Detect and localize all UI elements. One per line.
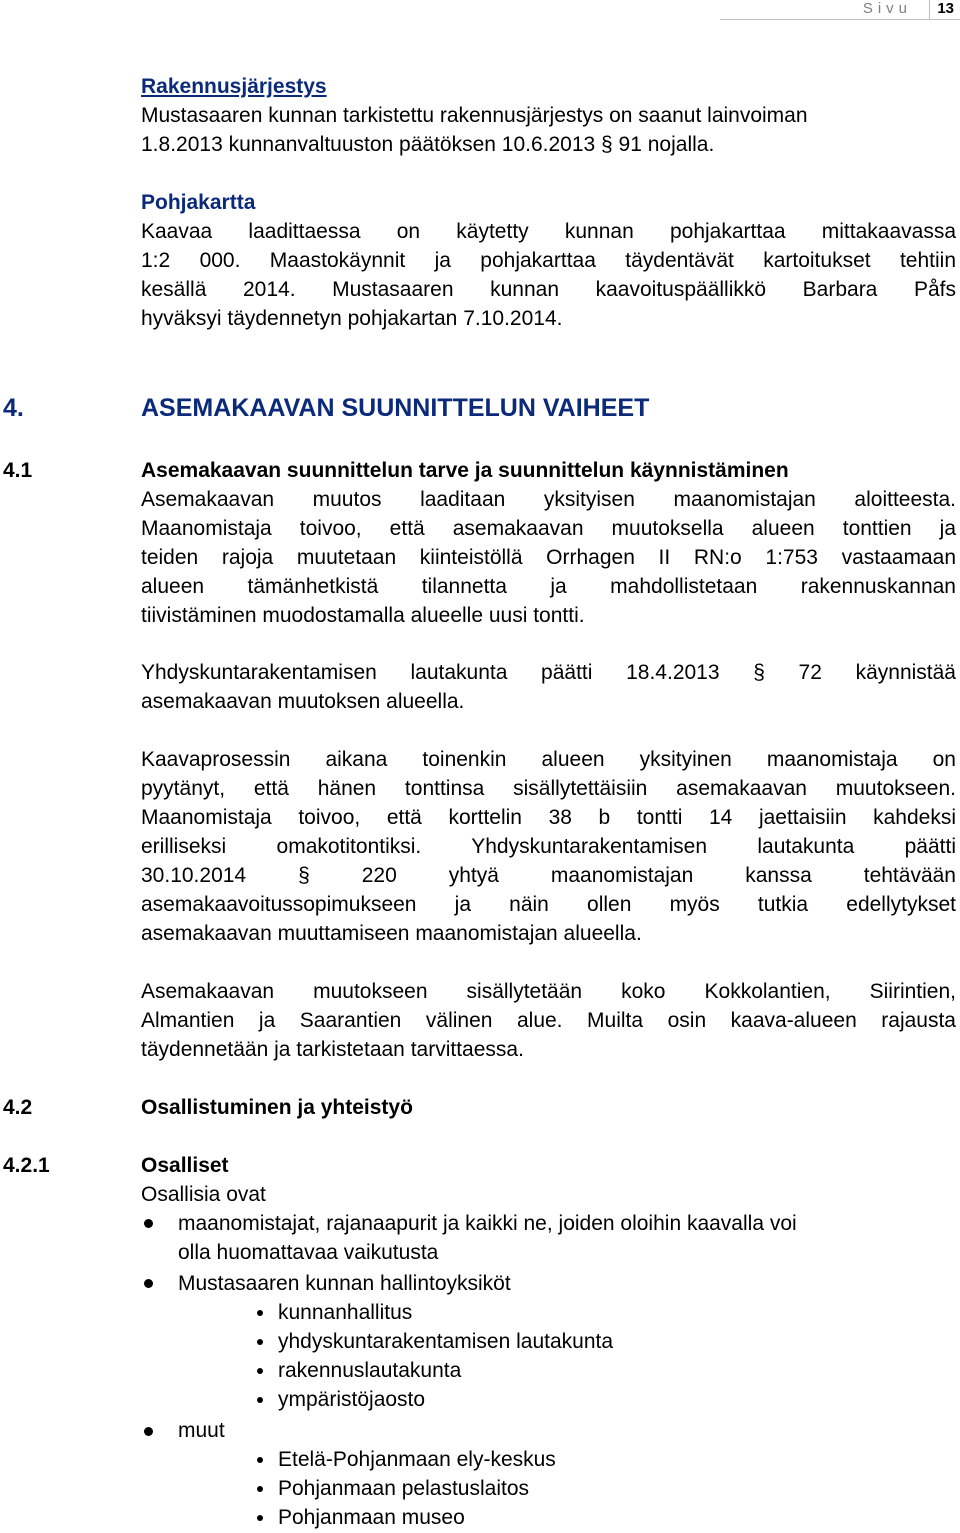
- para-line: 30.10.2014 § 220 yhtyä maanomistajan kanssa tehtävään: [141, 864, 956, 887]
- sub-bullet-item: Etelä-Pohjanmaan ely-keskus: [278, 1448, 556, 1471]
- osalliset-intro: Osallisia ovat: [141, 1183, 266, 1206]
- page-header: [720, 0, 960, 20]
- pohjakartta-section: [141, 188, 956, 333]
- rakennusjarjestys-title: Rakennusjärjestys: [141, 75, 327, 98]
- bullet-item: maanomistajat, rajanaapurit ja kaikki ne, joiden oloihin kaavalla voi: [178, 1212, 797, 1235]
- section-4-title: ASEMAKAAVAN SUUNNITTELUN VAIHEET: [141, 394, 650, 422]
- sub-bullet-icon: [257, 1397, 263, 1403]
- header-divider: [929, 0, 930, 19]
- pohjakartta-line: 1:2 000. Maastokäynnit ja pohjakarttaa täydentävät kartoitukset tehtiin: [141, 249, 956, 272]
- para-line: Almantien ja Saarantien välinen alue. Muilta osin kaava-alueen rajausta: [141, 1009, 956, 1032]
- para-line: alueen tämänhetkistä tilannetta ja mahdollistetaan rakennuskannan: [141, 575, 956, 598]
- pohjakartta-line: Kaavaa laadittaessa on käytetty kunnan pohjakarttaa mittakaavassa: [141, 220, 956, 243]
- bullet-icon: [144, 1427, 153, 1436]
- para-line: Asemakaavan muutokseen sisällytetään koko Kokkolantien, Siirintien,: [141, 980, 956, 1003]
- sub-bullet-item: yhdyskuntarakentamisen lautakunta: [278, 1330, 614, 1353]
- sub-bullet-icon: [257, 1339, 263, 1345]
- rakennusjarjestys-line: Mustasaaren kunnan tarkistettu rakennusjärjestys on saanut lainvoiman: [141, 104, 808, 127]
- sub-bullet-item: Pohjanmaan pelastuslaitos: [278, 1477, 529, 1500]
- para-line: asemakaavan muutoksen alueella.: [141, 690, 465, 713]
- section-4-1-number: 4.1: [3, 459, 33, 482]
- sub-bullet-icon: [257, 1368, 263, 1374]
- para-line: teiden rajoja muutetaan kiinteistöllä Orrhagen II RN:o 1:753 vastaamaan: [141, 546, 956, 569]
- section-4-1-title: Asemakaavan suunnittelun tarve ja suunnittelun käynnistäminen: [141, 459, 789, 482]
- section-4-1-para2: [141, 658, 956, 716]
- para-line: täydennetään ja tarkistetaan tarvittaessa.: [141, 1038, 524, 1061]
- sub-bullet-item: ympäristöjaosto: [278, 1388, 426, 1411]
- para-line: erilliseksi omakotitontiksi. Yhdyskuntarakentamisen lautakunta päätti: [141, 835, 956, 858]
- bullet-item: Mustasaaren kunnan hallintoyksiköt: [178, 1272, 511, 1295]
- sub-bullet-icon: [257, 1515, 263, 1521]
- para-line: Maanomistaja toivoo, että asemakaavan muutoksella alueen tonttien ja: [141, 517, 956, 540]
- para-line: Maanomistaja toivoo, että korttelin 38 b tontti 14 jaettaisiin kahdeksi: [141, 806, 956, 829]
- para-line: Yhdyskuntarakentamisen lautakunta päätti 18.4.2013 § 72 käynnistää: [141, 661, 956, 684]
- para-line: Kaavaprosessin aikana toinenkin alueen yksityinen maanomistaja on: [141, 748, 956, 771]
- section-4-1-para1: [141, 485, 956, 630]
- section-4-2-number: 4.2: [3, 1096, 33, 1119]
- bullet-icon: [144, 1279, 153, 1288]
- rakennusjarjestys-section: [141, 72, 956, 159]
- sub-bullet-icon: [257, 1486, 263, 1492]
- para-line: asemakaavoitussopimukseen ja näin ollen myös tutkia edellytykset: [141, 893, 956, 916]
- sub-bullet-item: Pohjanmaan museo: [278, 1506, 465, 1529]
- para-line: tiivistäminen muodostamalla alueelle uusi tontti.: [141, 604, 585, 627]
- page-label: Sivu: [862, 0, 912, 17]
- section-4-2-1-title: Osalliset: [141, 1154, 229, 1177]
- page-number: 13: [937, 0, 954, 17]
- sub-bullet-item: rakennuslautakunta: [278, 1359, 462, 1382]
- pohjakartta-title: Pohjakartta: [141, 191, 256, 214]
- para-line: pyytänyt, että hänen tonttinsa sisällytettäisiin asemakaavan muutokseen.: [141, 777, 956, 800]
- sub-bullet-icon: [257, 1310, 263, 1316]
- sub-bullet-icon: [257, 1457, 263, 1463]
- sub-bullet-item: kunnanhallitus: [278, 1301, 413, 1324]
- section-4-number: 4.: [3, 394, 24, 422]
- pohjakartta-line: kesällä 2014. Mustasaaren kunnan kaavoituspäällikkö Barbara Påfs: [141, 278, 956, 301]
- section-4-1-para4: [141, 977, 956, 1064]
- section-4-2-1-number: 4.2.1: [3, 1154, 50, 1177]
- para-line: asemakaavan muuttamiseen maanomistajan alueella.: [141, 922, 642, 945]
- section-4-2-title: Osallistuminen ja yhteistyö: [141, 1096, 413, 1119]
- section-4-1-para3: [141, 745, 956, 948]
- bullet-item-cont: olla huomattavaa vaikutusta: [178, 1241, 439, 1264]
- pohjakartta-line: hyväksyi täydennetyn pohjakartan 7.10.2014.: [141, 307, 563, 330]
- bullet-icon: [144, 1219, 153, 1228]
- bullet-item: muut: [178, 1419, 225, 1442]
- para-line: Asemakaavan muutos laaditaan yksityisen maanomistajan aloitteesta.: [141, 488, 956, 511]
- rakennusjarjestys-line: 1.8.2013 kunnanvaltuuston päätöksen 10.6.2013 § 91 nojalla.: [141, 133, 715, 156]
